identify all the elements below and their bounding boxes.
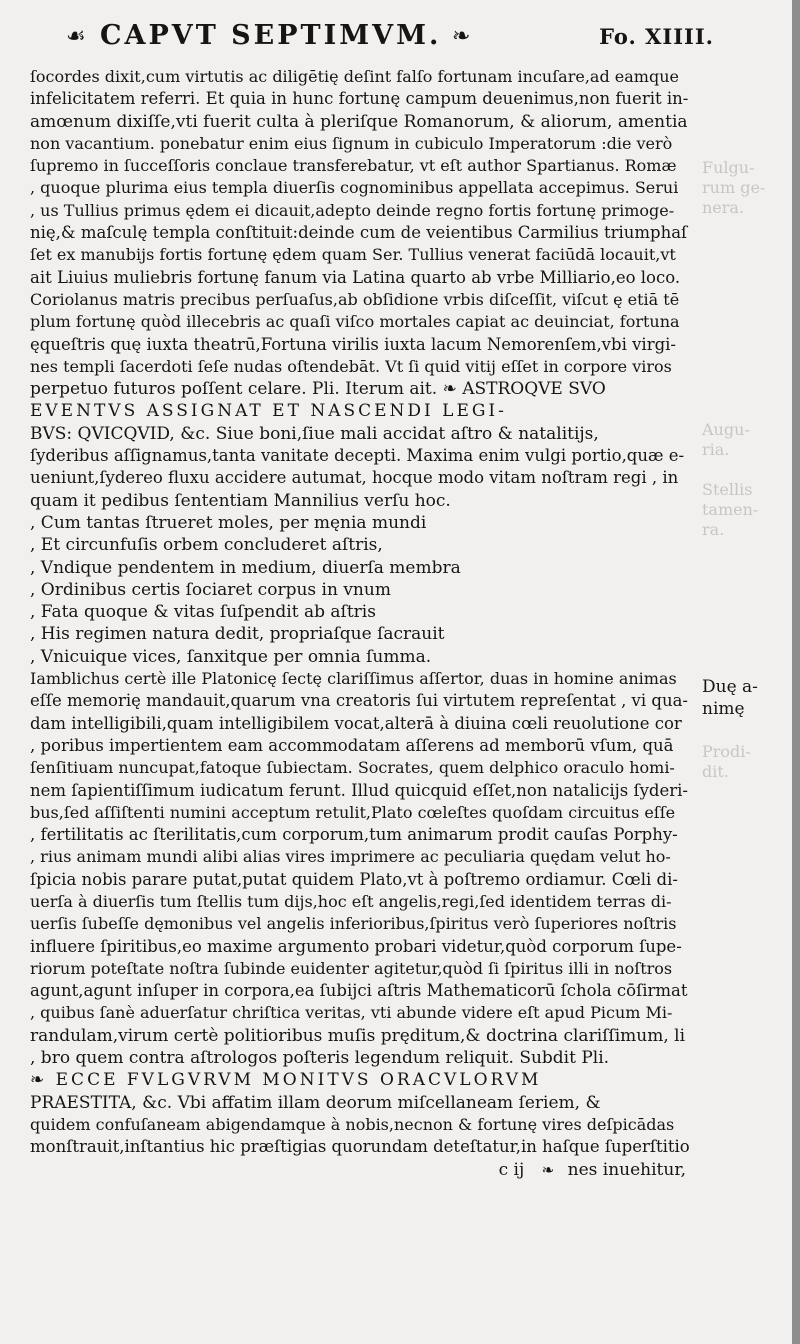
text-line: , poribus impertientem eam accommodatam aſſerens ad memborū vſum, quā <box>30 735 674 755</box>
text-line: non vacantium. ponebatur enim eius ſignum in cubiculo Imperatorum :die verò <box>30 133 673 153</box>
text-line: perpetuo futuros poſſent celare. Pli. Iterum ait. ❧ ASTROQVE SVO <box>30 379 606 400</box>
text-line: Iamblichus certè ille Platonicę ſectę clariſſimus aſſertor, duas in homine animas <box>30 669 677 689</box>
text-line: ſupremo in ſucceſſoris conclaue transferebatur, vt eſt author Spartianus. Romæ <box>30 156 677 176</box>
text-line: randulam,virum certè politioribus muſis pręditum,& doctrina clariſſimum, li <box>30 1025 686 1046</box>
text-line: , bro quem contra aſtrologos poſteris legendum reliquit. Subdit Pli. <box>30 1048 610 1069</box>
text-line: , quoque plurima eius templa diuerſis cognominibus appellata accepimus. Serui <box>30 178 679 198</box>
text-line: nię,& maſculę templa conſtituit:deinde cum de veientibus Carmilius triumphaſ <box>30 223 688 243</box>
fleuron-ornament-icon: ❧ <box>452 24 471 49</box>
text-line: PRAESTITA, &c. Vbi affatim illam deorum miſcellaneam ſeriem, & <box>30 1092 601 1113</box>
text-line: BVS: QVICQVID, &c. Siue boni,ſiue mali accidat aſtro & natalitijs, <box>30 423 599 444</box>
catchword: nes inuehitur, <box>567 1159 686 1180</box>
signature-mark: c ij <box>498 1159 525 1180</box>
running-head <box>66 20 716 60</box>
margin-note: Duę a- nimę <box>702 677 758 719</box>
text-line-lemma: EVENTVS ASSIGNAT ET NASCENDI LEGI- <box>30 401 507 422</box>
verse-line: , His regimen natura dedit, propriaſque ſacrauit <box>30 624 445 645</box>
margin-note-faint: Fulgu- rum ge- nera. <box>702 158 766 217</box>
text-line: ueniunt,ſydereo fluxu accidere autumat, hocque modo vitam noſtram regi , in <box>30 468 679 488</box>
text-line: influere ſpiritibus,eo maxime argumento probari videtur,quòd corporum ſupe- <box>30 936 682 956</box>
text-line: uerſis ſubeſſe dęmonibus vel angelis inferioribus,ſpiritus verò ſuperiores noſtris <box>30 914 677 934</box>
text-line-lemma: ❧ ECCE FVLGVRVM MONITVS ORACVLORVM <box>30 1070 542 1091</box>
folio-number: Fo. XIIII. <box>599 24 714 49</box>
chapter-title: CAPVT SEPTIMVM. <box>100 20 442 51</box>
signature-line <box>30 1159 690 1181</box>
verse-line: , Cum tantas ſtrueret moles, per męnia mundi <box>30 512 427 533</box>
text-line: ſocordes dixit,cum virtutis ac diligētię deſint falſo fortunam incuſare,ad eamque <box>30 67 679 86</box>
text-line: plum fortunę quòd illecebris ac quaſi viſco mortales capiat ac deuinciat, fortuna <box>30 312 680 332</box>
text-line: , fertilitatis ac ſterilitatis,cum corporum,tum animarum prodit cauſas Porphy- <box>30 825 678 845</box>
text-line: , rius animam mundi alibi alias vires imprimere ac peculiaria quędam velut ho- <box>30 847 671 867</box>
margin-note-faint: Stellis tamen- ra. <box>702 480 759 539</box>
text-line: riorum poteſtate noſtra ſubinde euidenter agitetur,quòd ſi ſpiritus illi in noſtros <box>30 958 673 978</box>
text-line: quidem confuſaneam abigendamque à nobis,necnon & fortunę vires deſpicādas <box>30 1114 675 1134</box>
text-line: ait Liuius muliebris fortunę fanum via Latina quarto ab vrbe Milliario,eo loco. <box>30 267 681 287</box>
text-line: nem ſapientiſſimum iudicatum ferunt. Illud quicquid eſſet,non natalicijs ſyderi- <box>30 780 688 800</box>
margin-note-faint: Prodi- dit. <box>702 742 751 781</box>
text-line: , quibus ſanè aduerſatur chriſtica veritas, vti abunde videre eſt apud Picum Mi- <box>30 1003 673 1023</box>
verse-line: , Et circunfuſis orbem concluderet aſtris, <box>30 535 383 556</box>
text-line: ſyderibus aſſignamus,tanta vanitate decepti. Maxima enim vulgi portio,quæ e- <box>30 446 685 466</box>
text-line: dam intelligibili,quam intelligibilem vocat,alterā à diuina cœli reuolutione cor <box>30 713 682 733</box>
text-line: Coriolanus matris precibus perſuaſus,ab obſidione vrbis diſceſſit, viſcut ę etiā tē <box>30 289 680 309</box>
verse-line: , Fata quoque & vitas ſuſpendit ab aſtris <box>30 602 376 623</box>
margin-note-faint: Augu- ria. <box>702 420 750 459</box>
text-line: quam it pedibus ſententiam Mannilius verſu hoc. <box>30 490 451 511</box>
text-line: ęqueſtris quę iuxta theatrū,Fortuna virilis iuxta lacum Nemorenſem,vbi virgi- <box>30 334 676 354</box>
verse-line: , Ordinibus certis ſociaret corpus in vnum <box>30 579 391 600</box>
text-line: nes templi ſacerdoti ſeſe nudas oſtendebāt. Vt ſi quid vitij eſſet in corpore viros <box>30 356 672 376</box>
text-line: amœnum dixiſſe,vti fuerit culta à pleriſque Romanorum, & aliorum, amentia <box>30 111 688 132</box>
text-line: bus,ſed aſſiſtenti numini acceptum retulit,Plato cœleſtes quoſdam circuitus eſſe <box>30 802 676 822</box>
text-line: infelicitatem referri. Et quia in hunc fortunę campum deuenimus,non fuerit in- <box>30 89 689 109</box>
fleuron-ornament-icon: ❧ <box>541 1160 555 1179</box>
text-line: monſtrauit,inſtantius hic præſtigias quorundam deteſtatur,in haſque ſuperſtitio <box>30 1137 690 1157</box>
main-text-block <box>30 66 690 1181</box>
text-line: , us Tullius primus ędem ei dicauit,adepto deinde regno fortis fortunę primoge- <box>30 200 675 220</box>
fleuron-ornament-icon: ☙ <box>66 24 86 49</box>
text-line: ſpicia nobis parare putat,putat quidem Plato,vt à poſtremo ordiamur. Cœli di- <box>30 869 678 889</box>
text-line: agunt,agunt inſuper in corpora,ea ſubijci aſtris Mathematicorū ſchola cōſirmat <box>30 981 688 1001</box>
verse-line: , Vndique pendentem in medium, diuerſa membra <box>30 557 461 578</box>
text-line: ſet ex manubijs fortis fortunę ędem quam Ser. Tullius venerat faciūdā locauit,vt <box>30 245 676 265</box>
text-line: ſenſitiuam nuncupat,fatoque ſubiectam. Socrates, quem delphico oraculo homi- <box>30 758 675 778</box>
text-line: eſſe memorię mandauit,quarum vna creatoris ſui virtutem repreſentat , vi qua- <box>30 691 689 711</box>
verse-line: , Vnicuique vices, ſanxitque per omnia ſumma. <box>30 646 432 667</box>
text-line: uerſa à diuerſis tum ſtellis tum dijs,hoc eſt angelis,regi,ſed identidem terras di- <box>30 891 672 911</box>
